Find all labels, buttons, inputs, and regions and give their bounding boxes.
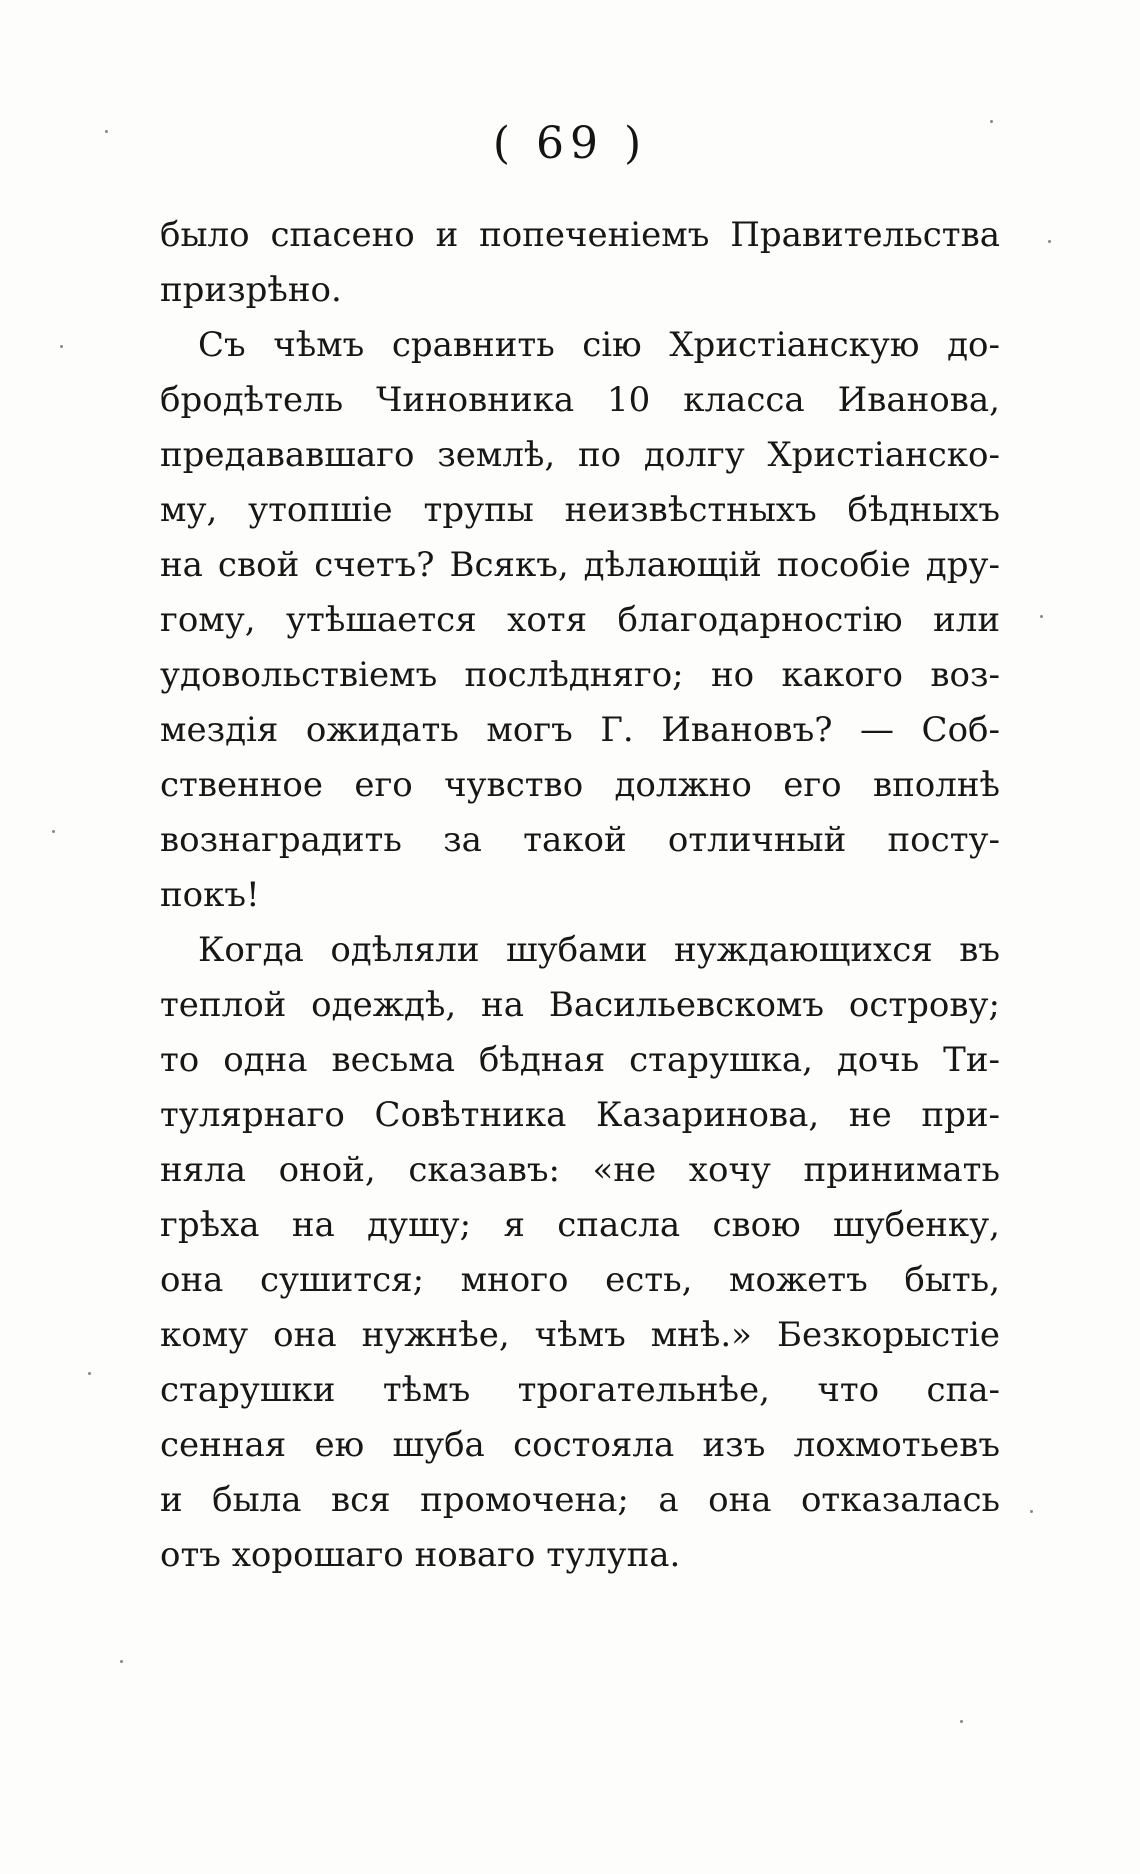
text-line: предававшаго землѣ, по долгу Христіанско- — [160, 435, 1000, 475]
text-line: мездія ожидать могъ Г. Ивановъ? — Соб- — [160, 710, 1000, 750]
scan-speck — [105, 130, 108, 133]
text-line: му, утопшіе трупы неизвѣстныхъ бѣдныхъ — [160, 490, 1000, 530]
scan-speck — [88, 1372, 91, 1375]
scan-speck — [990, 120, 993, 123]
text-line: на свой счетъ? Всякъ, дѣлающій пособіе дру- — [160, 545, 1000, 585]
text-line: отъ хорошаго новаго тулупа. — [160, 1535, 681, 1575]
text-line: ственное его чувство должно его вполнѣ — [160, 765, 1000, 805]
text-line: Когда одѣляли шубами нуждающихся въ — [198, 930, 1000, 970]
body-text — [160, 208, 1000, 1583]
text-line: было спасено и попеченіемъ Правительства — [160, 215, 1000, 255]
scan-speck — [1048, 240, 1051, 243]
scan-speck — [960, 1720, 963, 1723]
text-line: она сушится; много есть, можетъ быть, — [160, 1260, 1000, 1300]
scan-speck — [120, 1660, 123, 1663]
text-line: теплой одеждѣ, на Васильевскомъ острову; — [160, 985, 1000, 1025]
scan-speck — [1030, 1510, 1033, 1513]
text-line: кому она нужнѣе, чѣмъ мнѣ.» Безкорыстіе — [160, 1315, 1000, 1355]
text-line: сенная ею шуба состояла изъ лохмотьевъ — [160, 1425, 1000, 1465]
text-line: Съ чѣмъ сравнить сію Христіанскую до- — [198, 325, 1000, 365]
text-line: тулярнаго Совѣтника Казаринова, не при- — [160, 1095, 1000, 1135]
text-line: старушки тѣмъ трогательнѣе, что спа- — [160, 1370, 1000, 1410]
scan-speck — [52, 830, 55, 833]
page-number: ( 69 ) — [492, 118, 648, 169]
text-line: бродѣтель Чиновника 10 класса Иванова, — [160, 380, 1000, 420]
text-line: призрѣно. — [160, 270, 342, 310]
scan-speck — [1040, 615, 1043, 618]
scan-speck — [60, 345, 63, 348]
text-line: вознаградить за такой отличный посту- — [160, 820, 1000, 860]
text-line: удовольствіемъ послѣдняго; но какого воз- — [160, 655, 1000, 695]
text-line: гому, утѣшается хотя благодарностію или — [160, 600, 1000, 640]
text-line: грѣха на душу; я спасла свою шубенку, — [160, 1205, 1000, 1245]
text-line: и была вся промочена; а она отказалась — [160, 1480, 1000, 1520]
text-line: няла оной, сказавъ: «не хочу принимать — [160, 1150, 1000, 1190]
text-line: то одна весьма бѣдная старушка, дочь Ти- — [160, 1040, 1000, 1080]
text-line: покъ! — [160, 875, 260, 915]
